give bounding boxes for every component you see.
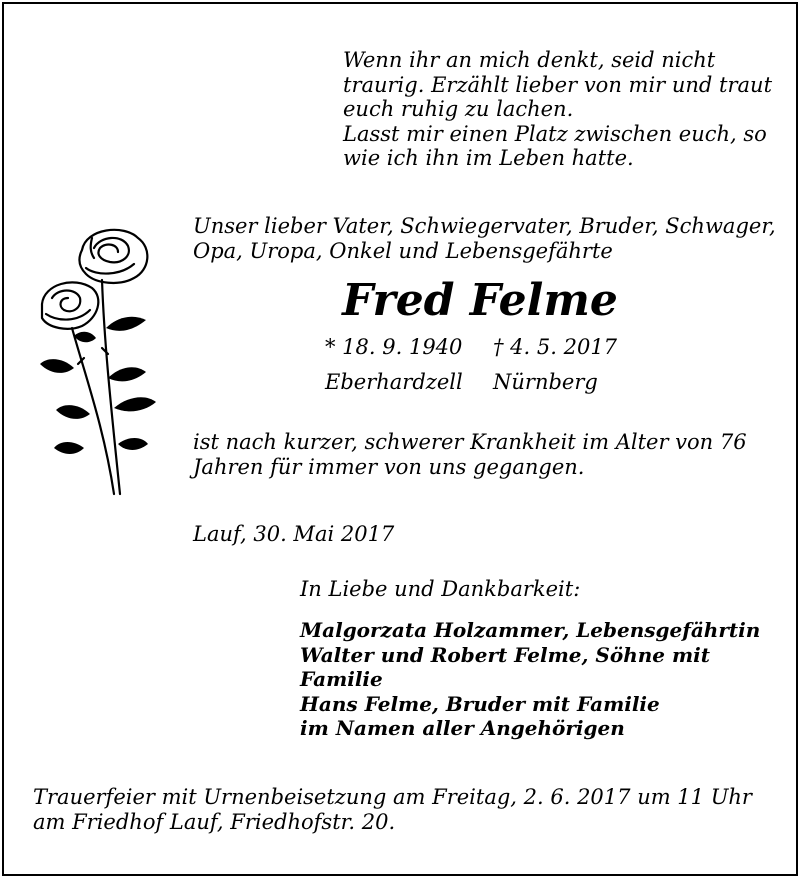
memorial-quote: [343, 48, 772, 171]
mourner-line: Malgorzata Holzammer, Lebensgefährtin: [300, 618, 761, 642]
funeral-info: [33, 785, 752, 834]
mourners-list: [300, 618, 760, 741]
rose-icon: [34, 218, 170, 498]
funeral-line: am Friedhof Lauf, Friedhofstr. 20.: [33, 809, 396, 834]
intro-text: [193, 214, 776, 263]
deceased-name: Fred Felme: [342, 275, 618, 326]
intro-line: Opa, Uropa, Onkel und Lebensgefährte: [193, 238, 613, 263]
intro-line: Unser lieber Vater, Schwiegervater, Bruder, Schwager,: [193, 214, 776, 238]
funeral-line: Trauerfeier mit Urnenbeisetzung am Freitag, 2. 6. 2017 um 11 Uhr: [33, 785, 752, 809]
death-date: † 4. 5. 2017: [493, 335, 618, 359]
mourner-line: Familie: [300, 667, 383, 691]
quote-line: Wenn ihr an mich denkt, seid nicht: [343, 48, 716, 72]
place-date: Lauf, 30. Mai 2017: [193, 522, 395, 546]
quote-line: euch ruhig zu lachen.: [343, 97, 574, 121]
death-place: Nürnberg: [493, 370, 598, 394]
birth-date: * 18. 9. 1940: [325, 335, 463, 359]
mourner-line: Walter und Robert Felme, Söhne mit: [300, 642, 710, 667]
life-dates: [325, 330, 617, 400]
birth-place: Eberhardzell: [325, 370, 463, 394]
thanks-line: In Liebe und Dankbarkeit:: [300, 577, 581, 601]
mourner-line: Hans Felme, Bruder mit Familie: [300, 691, 660, 716]
announcement-line: Jahren für immer von uns gegangen.: [193, 454, 585, 479]
announcement-line: ist nach kurzer, schwerer Krankheit im Alter von 76: [193, 430, 747, 454]
mourner-line: im Namen aller Angehörigen: [300, 716, 625, 740]
quote-line: wie ich ihn im Leben hatte.: [343, 146, 634, 170]
quote-line: Lasst mir einen Platz zwischen euch, so: [343, 121, 767, 146]
announcement-text: [193, 430, 747, 479]
quote-line: traurig. Erzählt lieber von mir und traut: [343, 72, 773, 97]
